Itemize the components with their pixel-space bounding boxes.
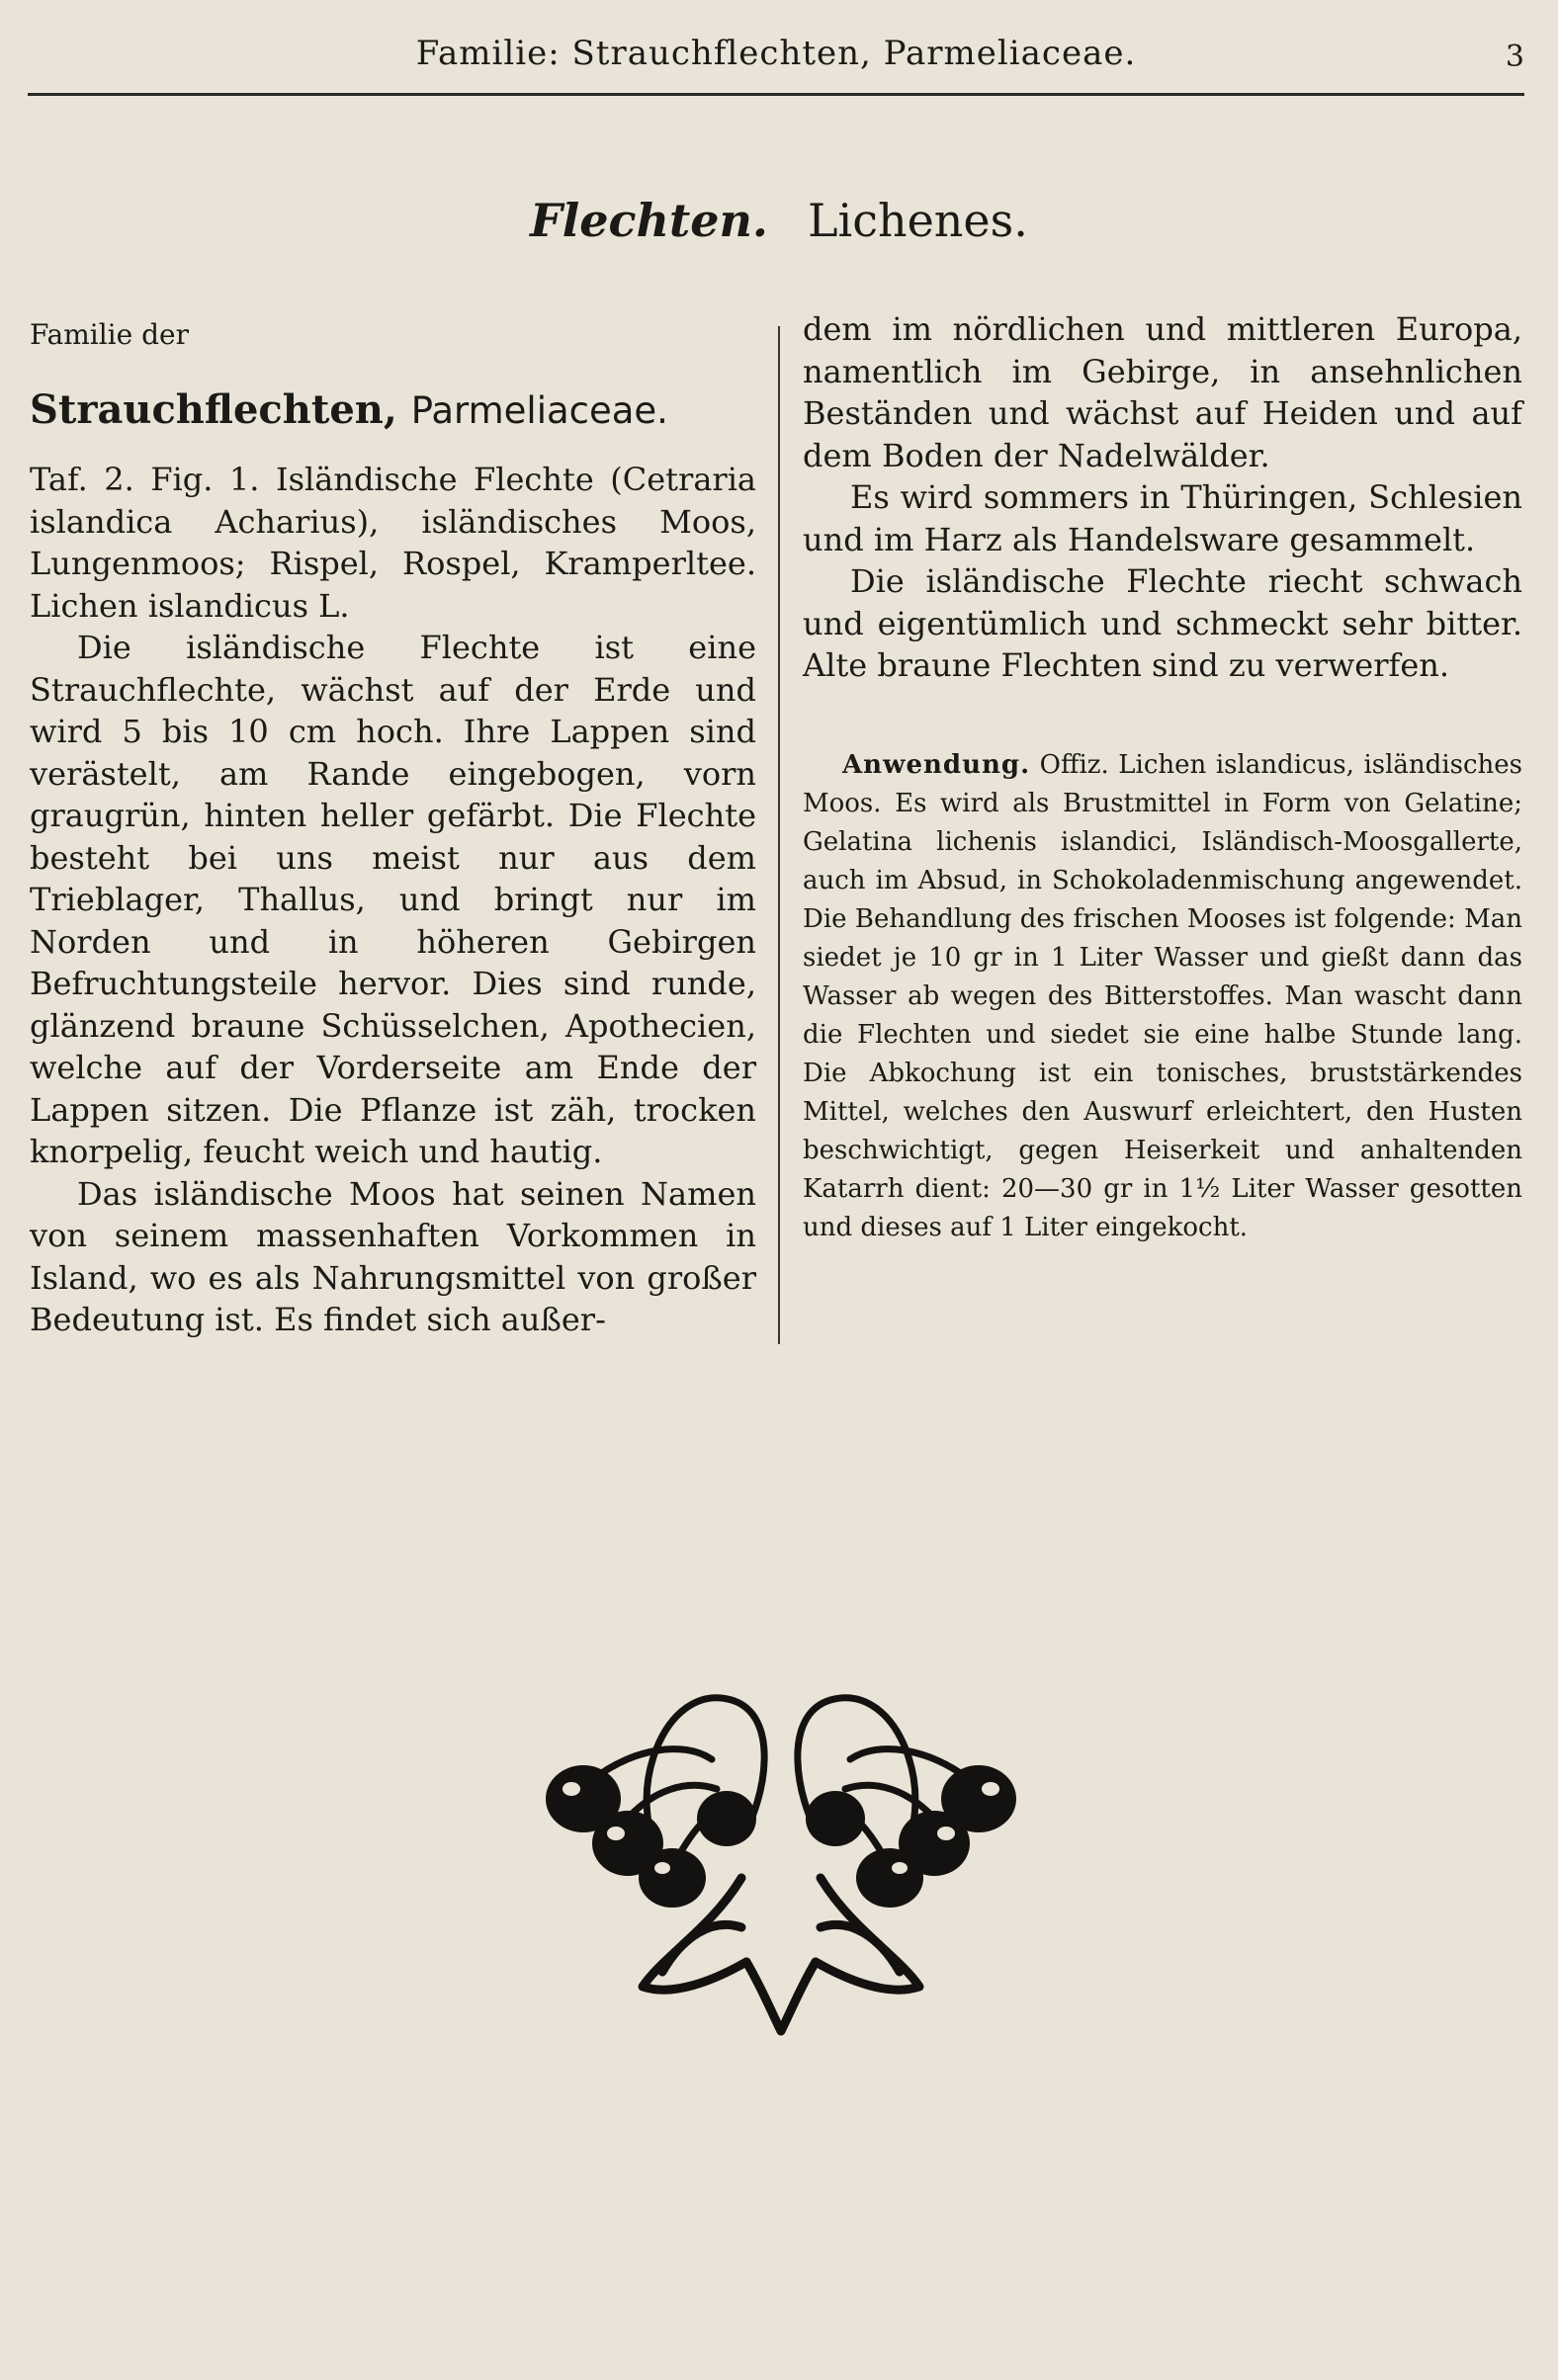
running-header (28, 28, 1524, 99)
left-column (30, 308, 756, 1341)
usage-paragraph (803, 746, 1522, 1247)
title-latin: Lichenes. (807, 194, 1028, 247)
usage-text: Offiz. Lichen islandicus, isländisches Moos. Es wird als Brustmittel in Form von Gelatine; Gelatina lichenis islandici, Isländisch-Moosgallerte, auch im Absud, in Schokoladenmischung angewendet. Die Behandlung des frischen Mooses ist folgende: Man siedet je 10 gr in 1 Liter Wasser und gießt dann das Wasser ab wegen des Bitterstoffes. Man wascht dann die Flechten und siedet sie eine halbe Stunde lang. Die Abkochung ist ein tonisches, bruststärkendes Mittel, welches den Auswurf erleichtert, den Husten beschwichtigt, gegen Heiserkeit und anhaltenden Katarrh dient: 20—30 gr in 1½ Liter Wasser gesotten und dieses auf 1 Liter eingekocht. (803, 749, 1523, 1242)
paragraph-taf: Taf. 2. Fig. 1. Isländische Flechte (Cetraria islandica Acharius), isländisches Moos, Lungenmoos; Rispel, Rospel, Kramperltee. Lichen islandicus L. (30, 461, 756, 625)
usage-lead: Anwendung. (842, 749, 1031, 780)
berry-vignette-icon (514, 1631, 1048, 2046)
paragraph-collection: Es wird sommers in Thüringen, Schlesien und im Harz als Handelsware gesammelt. (803, 478, 1522, 558)
family-name-latin: Parmeliaceae. (410, 389, 668, 432)
page-title (0, 194, 1558, 247)
family-name-german: Strauchflechten, (30, 386, 397, 433)
family-name (30, 386, 756, 433)
paragraph-name-origin: Das isländische Moos hat seinen Namen von seinem massenhaften Vorkommen in Island, wo es als Nahrungsmittel von großer Bedeutung ist. Es findet sich außer- (30, 1174, 756, 1338)
paragraph-smell-taste: Die isländische Flechte riecht schwach und eigentümlich und schmeckt sehr bitter. Alte braune Flechten sind zu verwerfen. (803, 562, 1522, 684)
title-fraktur: Flechten. (530, 194, 768, 247)
page-number: 3 (1505, 40, 1524, 74)
right-column (803, 308, 1522, 1247)
running-title: Familie: Strauchflechten, Parmeliaceae. (415, 34, 1137, 73)
paragraph-distribution: dem im nördlichen und mittleren Europa, namentlich im Gebirge, in ansehnlichen Beständen und wächst auf Heiden und auf dem Boden der Nadelwälder. (803, 310, 1522, 474)
family-label: Familie der (30, 318, 189, 351)
column-divider (778, 326, 780, 1344)
paragraph-description: Die isländische Flechte ist eine Strauchflechte, wächst auf der Erde und wird 5 bis 10 cm hoch. Ihre Lappen sind verästelt, am Rande eingebogen, vorn graugrün, hinten heller gefärbt. Die Flechte besteht bei uns meist nur aus dem Trieblager, Thallus, und bringt nur im Norden und in höheren Gebirgen Befruchtungsteile hervor. Dies sind runde, glänzend braune Schüsselchen, Apothecien, welche auf der Vorderseite am Ende der Lappen sitzen. Die Pflanze ist zäh, trocken knorpelig, feucht weich und hautig. (30, 629, 756, 1170)
header-rule (28, 93, 1524, 96)
